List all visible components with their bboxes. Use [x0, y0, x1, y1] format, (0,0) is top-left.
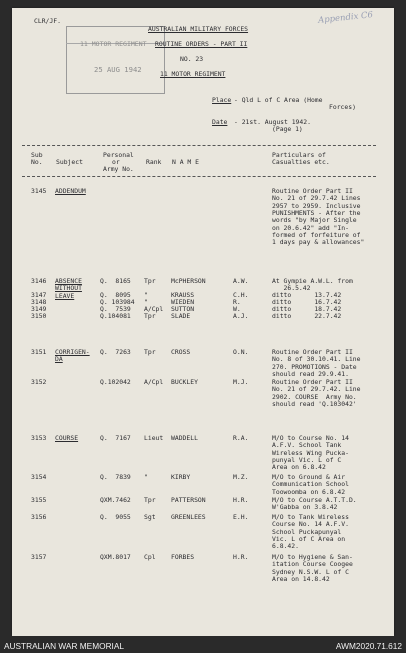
header-divider	[22, 176, 376, 177]
entry-number: 3146	[31, 277, 47, 285]
entry-particulars-line: Area on 6.8.42	[272, 463, 326, 472]
col-or: or	[112, 158, 120, 166]
place-value-cont: Forces)	[329, 103, 356, 111]
entry-number: 3147	[31, 291, 47, 299]
entry-particulars-line: itation Course Coogee	[272, 560, 353, 569]
entry-army-number: Q. 103984	[100, 298, 135, 306]
entry-army-number: Q. 7263	[100, 348, 131, 356]
entry-army-number: QXM.7462	[100, 496, 131, 504]
entry-particulars-line: Course No. 14 A.F.V.	[272, 520, 349, 529]
entry-rank: A/Cpl	[144, 305, 164, 313]
entry-particulars-line: M/O to Course A.T.T.D.	[272, 496, 357, 504]
entry-particulars-line: PUNISHMENTS - After the	[272, 208, 361, 217]
entry-number: 3152	[31, 378, 47, 386]
entry-particulars-line: ditto 18.7.42	[272, 305, 342, 313]
entry-rank: Cpl	[144, 553, 156, 561]
entry-rank: "	[144, 473, 148, 481]
entry-particulars-line: 270. PROMOTIONS - Date	[272, 362, 357, 371]
entry-particulars-line: M/O to Ground & Air	[272, 473, 346, 481]
entry-number: 3145	[31, 187, 47, 195]
entry-initials: R.A.	[233, 434, 249, 442]
place-label: Place	[212, 96, 232, 104]
title-forces: AUSTRALIAN MILITARY FORCES	[148, 25, 249, 33]
received-stamp	[66, 26, 165, 94]
entry-initials: M.Z.	[233, 473, 249, 481]
entry-name: FORBES	[171, 553, 195, 561]
reference-code: CLR/JF.	[34, 17, 61, 25]
entry-initials: M.J.	[233, 378, 249, 386]
entry-particulars-line: 1 days pay & allowances"	[272, 238, 365, 247]
entry-number: 3156	[31, 513, 47, 521]
entry-particulars-line: No. 21 of 29.7.42 Lines	[272, 194, 361, 203]
entry-number: 3157	[31, 553, 47, 561]
entry-subject: ADDENDUM	[55, 187, 86, 195]
entry-rank: Tpr	[144, 277, 156, 285]
entry-name: KIRBY	[171, 473, 191, 481]
entry-particulars-line: Routine Order Part II	[272, 187, 353, 195]
entry-initials: A.W.	[233, 277, 249, 285]
col-no: No.	[31, 158, 43, 166]
entry-particulars-line: Sydney N.S.W. L of C	[272, 567, 349, 576]
entry-name: BUCKLEY	[171, 378, 198, 386]
entry-rank: Lieut	[144, 434, 164, 442]
col-personal: Personal	[103, 151, 134, 159]
entry-rank: Sgt	[144, 513, 156, 521]
entry-rank: "	[144, 291, 148, 299]
entry-initials: R.	[233, 298, 241, 306]
entry-particulars-line: At Gympie A.W.L. from	[272, 277, 353, 285]
col-particulars: Particulars of	[272, 151, 326, 159]
place-value: - Qld L of C Area (Home	[234, 96, 323, 104]
entry-particulars-line: M/O to Hygiene & San-	[272, 553, 353, 561]
entry-army-number: Q. 7167	[100, 434, 131, 442]
col-army-no: Army No.	[103, 165, 134, 173]
top-divider	[22, 145, 376, 146]
entry-name: GREENLEES	[171, 513, 206, 521]
entry-number: 3154	[31, 473, 47, 481]
entry-particulars-line: No. 8 of 30.10.41. Line	[272, 355, 361, 364]
entry-particulars-line: punyal Vic. L of C	[272, 455, 342, 464]
stamp-date-text: 25 AUG 1942	[94, 65, 142, 74]
entry-initials: A.J.	[233, 312, 249, 320]
entry-initials: C.H.	[233, 291, 249, 299]
entry-initials: H.R.	[233, 553, 249, 561]
entry-particulars-line: should read 29.9.41.	[272, 369, 349, 378]
entry-particulars-line: Routine Order Part II	[272, 378, 353, 386]
entry-particulars-line: should read 'Q.103042'	[272, 399, 357, 408]
col-subject: Subject	[56, 158, 83, 166]
entry-army-number: Q. 7839	[100, 473, 131, 481]
entry-army-number: Q.102042	[100, 378, 131, 386]
entry-particulars-line: 2957 to 2959. Inclusive	[272, 201, 361, 210]
entry-particulars-line: words "by Major Single	[272, 216, 357, 225]
entry-army-number: Q. 7539	[100, 305, 131, 313]
page-number: (Page 1)	[272, 125, 303, 133]
title-order-number: NO. 23	[180, 55, 204, 63]
entry-rank: Tpr	[144, 312, 156, 320]
title-regiment: 11 MOTOR REGIMENT	[160, 70, 226, 78]
col-casualties: Casualties etc.	[272, 158, 330, 166]
entry-particulars-line: M/O to Course No. 14	[272, 434, 349, 442]
entry-particulars-line: ditto 22.7.42	[272, 312, 342, 320]
entry-number: 3155	[31, 496, 47, 504]
entry-particulars-line: Communication School	[272, 480, 349, 489]
entry-particulars-line: M/O to Tank Wireless	[272, 513, 349, 521]
entry-name: PATTERSON	[171, 496, 206, 504]
entry-particulars-line: W'Gabba on 3.8.42	[272, 503, 338, 512]
entry-subject: COURSE	[55, 434, 79, 442]
entry-rank: Tpr	[144, 348, 156, 356]
entry-particulars-line: 2902. COURSE Army No.	[272, 392, 357, 401]
entry-number: 3153	[31, 434, 47, 442]
footer-institution: AUSTRALIAN WAR MEMORIAL	[4, 641, 125, 651]
entry-initials: E.H.	[233, 513, 249, 521]
entry-particulars-line: 6.8.42.	[272, 542, 299, 551]
handwritten-annotation: Appendix C6	[317, 10, 374, 26]
entry-army-number: Q. 8095	[100, 291, 131, 299]
entry-name: CROSS	[171, 348, 191, 356]
entry-particulars-line: ditto 16.7.42	[272, 298, 342, 306]
entry-army-number: Q. 9055	[100, 513, 131, 521]
entry-particulars-line: Toowoomba on 6.8.42	[272, 487, 346, 496]
entry-subject: CORRIGEN-	[55, 348, 90, 356]
entry-army-number: Q.104081	[100, 312, 131, 320]
entry-particulars-line: formed of forfeiture of	[272, 230, 361, 239]
col-name: N A M E	[172, 158, 199, 166]
entry-particulars-line: 26.5.42	[272, 284, 311, 293]
date-label: Date	[212, 118, 228, 126]
entry-army-number: Q. 8165	[100, 277, 131, 285]
entry-name: SLADE	[171, 312, 191, 320]
entry-name: WIEDEN	[171, 298, 195, 306]
entry-particulars-line: Routine Order Part II	[272, 348, 353, 356]
entry-particulars-line: No. 21 of 29.7.42. Line	[272, 385, 361, 394]
entry-initials: W.	[233, 305, 241, 313]
footer-bar	[0, 636, 406, 653]
entry-subject: ABSENCE	[55, 277, 82, 285]
col-sub: Sub	[31, 151, 43, 159]
entry-particulars-line: Area on 14.8.42	[272, 574, 330, 583]
footer-accession: AWM2020.71.612	[335, 641, 402, 651]
entry-number: 3150	[31, 312, 47, 320]
entry-subject: DA	[55, 355, 63, 364]
entry-name: McPHERSON	[171, 277, 206, 285]
entry-name: SUTTON	[171, 305, 195, 313]
col-rank: Rank	[146, 158, 162, 166]
title-routine-orders: ROUTINE ORDERS - PART II	[155, 40, 248, 48]
entry-particulars-line: School Puckapunyal	[272, 527, 342, 536]
entry-name: WADDELL	[171, 434, 198, 442]
entry-particulars-line: Wireless Wing Pucka-	[272, 448, 349, 457]
date-value: - 21st. August 1942.	[234, 118, 311, 126]
entry-rank: A/Cpl	[144, 378, 164, 386]
entry-particulars-line: Vic. L of C Area on	[272, 534, 346, 543]
entry-particulars-line: on 20.6.42" add "In-	[272, 223, 349, 232]
entry-rank: "	[144, 298, 148, 306]
entry-number: 3151	[31, 348, 47, 356]
entry-initials: H.R.	[233, 496, 249, 504]
stamp-unit-text: 11 MOTOR REGIMENT	[80, 40, 147, 48]
entry-number: 3148	[31, 298, 47, 306]
entry-rank: Tpr	[144, 496, 156, 504]
entry-army-number: QXM.8017	[100, 553, 131, 561]
entry-number: 3149	[31, 305, 47, 313]
entry-particulars-line: A.F.V. School Tank	[272, 441, 342, 450]
entry-name: KRAUSS	[171, 291, 195, 299]
entry-initials: O.N.	[233, 348, 249, 356]
entry-subject: WITHOUT	[55, 284, 82, 293]
entry-particulars-line: ditto 13.7.42	[272, 291, 342, 299]
entry-subject: LEAVE	[55, 291, 75, 300]
